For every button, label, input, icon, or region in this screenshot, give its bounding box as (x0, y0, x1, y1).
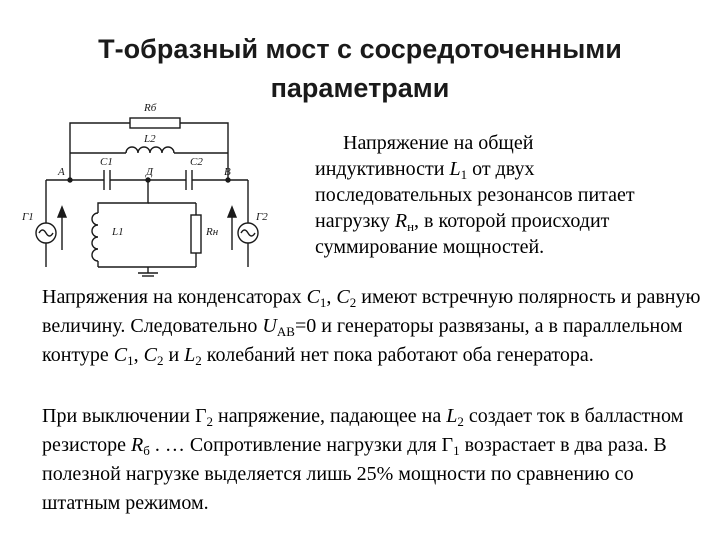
text-fragment: 2 (195, 353, 202, 368)
text-fragment: 1 (127, 353, 134, 368)
text-fragment: 1 (460, 167, 468, 182)
text-fragment: 2 (156, 353, 164, 368)
text-fragment: имеют встречную полярность и равную величину. Следовательно (42, 286, 701, 337)
text-fragment: , в которой происходит (414, 210, 610, 232)
label-rn: Rн (206, 226, 219, 238)
generator-g2-wave (241, 230, 255, 236)
right-text-line-5: суммирование мощностей. (315, 236, 545, 258)
label-l1: L1 (112, 226, 124, 238)
text-fragment: . … Сопротивление нагрузки для Г (149, 434, 454, 456)
arrow-g1-head (58, 207, 66, 217)
right-text-line-1: Напряжение на общей (343, 132, 534, 154)
text-fragment: U (262, 315, 277, 337)
text-fragment: н (407, 219, 415, 234)
label-b: B (224, 166, 231, 178)
node-a (68, 178, 72, 182)
right-text-block (315, 130, 715, 260)
label-d: Д (146, 166, 153, 178)
label-c1: C1 (100, 156, 113, 168)
label-g1: Г1 (22, 211, 34, 223)
text-fragment: C (336, 286, 350, 308)
text-fragment: напряжение, падающее на (213, 405, 447, 427)
text-fragment: 2 (349, 295, 357, 310)
text-fragment: AB (276, 324, 295, 339)
inductor-l1 (92, 213, 98, 261)
paragraph-capacitor-voltages (42, 283, 707, 370)
generator-g1-wave (39, 230, 53, 236)
right-text-line-3: последовательных резонансов питает (315, 184, 635, 206)
text-fragment: б (143, 443, 150, 458)
node-b (226, 178, 230, 182)
text-fragment: L (449, 158, 461, 180)
text-fragment: C (306, 286, 320, 308)
inductor-l2 (126, 147, 174, 153)
text-fragment: , (326, 286, 337, 308)
text-fragment: 1 (453, 443, 460, 458)
resistor-rb (130, 118, 180, 128)
text-fragment: создает ток в балластном резисторе (42, 405, 684, 456)
text-fragment: возрастает в два раза. В полезной нагрузке выделяется лишь 25% мощности по сравнению со штатным режимом. (42, 434, 667, 514)
right-text-line-4 (315, 208, 715, 234)
paragraph-g2-off (42, 402, 707, 518)
text-fragment: R (394, 210, 408, 232)
text-fragment: C (143, 344, 157, 366)
text-fragment: 2 (206, 414, 214, 429)
text-fragment: L (184, 344, 196, 366)
label-c2: C2 (190, 156, 203, 168)
label-l2: L2 (144, 133, 156, 145)
text-fragment: , (133, 344, 144, 366)
text-fragment: и (163, 344, 185, 366)
text-fragment: колебаний нет пока работают оба генератора. (201, 344, 594, 366)
text-fragment: индуктивности (315, 158, 450, 180)
label-g2: Г2 (256, 211, 268, 223)
right-text-line-2 (315, 156, 715, 182)
text-fragment: L (446, 405, 458, 427)
resistor-rn (191, 215, 201, 253)
title-line-2: параметрами (270, 73, 450, 103)
text-fragment: При выключении Г (42, 405, 207, 427)
text-fragment: 1 (319, 295, 327, 310)
label-rb: Rб (144, 102, 157, 114)
text-fragment: Напряжения на конденсаторах (42, 286, 307, 308)
text-fragment: R (130, 434, 144, 456)
bridge-schematic (18, 95, 280, 280)
wire-top-left (70, 123, 130, 180)
text-fragment: от двух (467, 158, 535, 180)
text-fragment: нагрузку (315, 210, 395, 232)
arrow-g2-head (228, 207, 236, 217)
label-a: A (58, 166, 65, 178)
text-fragment: C (113, 344, 128, 366)
text-fragment: 2 (457, 414, 464, 429)
title-line-1: Т-образный мост с сосредоточенными (98, 34, 622, 64)
wire-mid-branch (98, 180, 148, 213)
text-fragment: =0 и генераторы развязаны, а в параллельном контуре (42, 315, 683, 366)
wire-top-right (180, 123, 228, 180)
